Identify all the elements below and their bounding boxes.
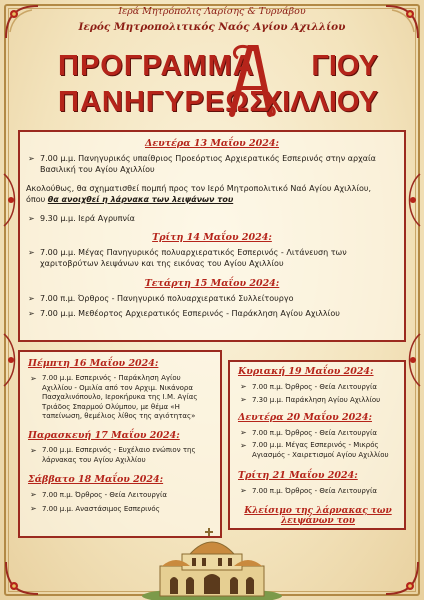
schedule-item: ταπείνωση, θεμέλιος λίθος της αγιότητας» xyxy=(42,412,196,420)
day-heading: Τρίτη 14 Μαΐου 2024: xyxy=(152,232,272,243)
bullet-arrow-icon: ➢ xyxy=(28,214,35,223)
title-achilliou: ΧΙΛΛΙΟΥ xyxy=(262,86,378,118)
schedule-item: 7.00 μ.μ. Μεθέορτος Αρχιερατικός Εσπερινός - Παράκληση Αγίου Αχιλλίου xyxy=(40,309,340,318)
schedule-item: 7.00 π.μ. Όρθρος - Θεία Λειτουργία xyxy=(252,383,377,391)
day-heading: Κυριακή 19 Μαΐου 2024: xyxy=(238,366,374,377)
main-schedule-box xyxy=(18,130,406,342)
schedule-item: λάρνακας του Αγίου Αχιλλίου xyxy=(42,455,146,464)
day-heading: Σάββατο 18 Μαΐου 2024: xyxy=(28,474,164,485)
bullet-arrow-icon: ➢ xyxy=(30,446,37,455)
day-heading: Δευτέρα 13 Μαΐου 2024: xyxy=(145,138,279,149)
bullet-arrow-icon: ➢ xyxy=(28,248,35,257)
schedule-item: 7.30 μ.μ. Παράκληση Αγίου Αχιλλίου xyxy=(252,396,381,404)
church-illustration-icon xyxy=(142,528,282,600)
bullet-arrow-icon: ➢ xyxy=(240,428,247,437)
left-schedule-box xyxy=(18,350,222,538)
schedule-item: 7.00 μ.μ. Μέγας Πανηγυρικός πολυαρχιερατικός Εσπερινός - Λιτάνευση των xyxy=(40,248,347,257)
bullet-arrow-icon: ➢ xyxy=(240,382,247,391)
schedule-item: Βασιλική του Αγίου Αχιλλίου xyxy=(40,165,155,174)
bullet-arrow-icon: ➢ xyxy=(30,374,37,383)
schedule-item: Τριάδος Σπαρμού Ολύμπου, με θέμα «Η xyxy=(42,402,180,411)
schedule-item: 7.00 μ.μ. Μέγας Εσπερινός - Μικρός xyxy=(252,441,379,449)
schedule-item: 7.00 π.μ. Όρθρος - Θεία Λειτουργία xyxy=(42,491,167,499)
metropolis-name: Ιερά Μητρόπολις Λαρίσης & Τυρνάβου xyxy=(118,6,306,17)
procession-note-2 xyxy=(26,195,404,206)
schedule-item: 7.00 μ.μ. Εσπερινός - Ευχέλαιο ενώπιον της xyxy=(42,446,196,454)
corner-ornament-icon xyxy=(382,558,422,598)
bullet-arrow-icon: ➢ xyxy=(28,309,35,318)
schedule-item: 9.30 μ.μ. Ιερά Αγρυπνία xyxy=(40,214,135,223)
right-schedule-box xyxy=(228,360,406,530)
schedule-item: 7.00 μ.μ. Αναστάσιμος Εσπερινός xyxy=(42,505,160,513)
schedule-item: Αχιλλίου - Ομιλία από τον Αρχιμ. Νικάνορα xyxy=(42,383,193,392)
day-heading: Δευτέρα 20 Μαΐου 2024: xyxy=(238,412,372,423)
bullet-arrow-icon: ➢ xyxy=(30,504,37,513)
schedule-item: 7.00 π.μ. Όρθρος - Πανηγυρικό πολυαρχιερατικό Συλλείτουργο xyxy=(40,294,294,303)
schedule-item: Αγιασμός - Χαιρετισμοί Αγίου Αχιλλίου xyxy=(252,450,389,459)
bullet-arrow-icon: ➢ xyxy=(28,294,35,303)
schedule-item: χαριτοβρύτων λειψάνων και της εικόνας του Αγίου Αχιλλίου xyxy=(40,259,284,268)
title-panigyreos: ΠΑΝΗΓΥΡΕΩΣ xyxy=(58,86,268,118)
bullet-arrow-icon: ➢ xyxy=(240,395,247,404)
day-heading: Τετάρτη 15 Μαΐου 2024: xyxy=(144,278,280,289)
schedule-item: 7.00 π.μ. Όρθρος - Θεία Λειτουργία xyxy=(252,429,377,437)
procession-note: Ακολούθως, θα σχηματισθεί πομπή προς τον Ιερό Μητροπολιτικό Ναό Αγίου Αχιλλίου, xyxy=(26,184,372,193)
bullet-arrow-icon: ➢ xyxy=(30,490,37,499)
note-prefix: όπου xyxy=(26,195,48,204)
bullet-arrow-icon: ➢ xyxy=(240,486,247,495)
schedule-item: Πασχαλινόπουλο, Ιεροκήρυκα της Ι.Μ. Αγίας xyxy=(42,393,198,401)
church-name: Ιερός Μητροπολιτικός Ναός Αγίου Αχιλλίου xyxy=(78,21,346,33)
day-heading: Παρασκευή 17 Μαΐου 2024: xyxy=(28,430,180,441)
note-emphasis: θα ανοιχθεί η λάρνακα των λειψάνων του xyxy=(47,195,234,204)
day-heading: Τρίτη 21 Μαΐου 2024: xyxy=(238,470,358,481)
day-heading: Πέμπτη 16 Μαΐου 2024: xyxy=(28,358,159,369)
schedule-item: 7.00 μ.μ. Εσπερινός - Παράκληση Αγίου xyxy=(42,374,181,382)
schedule-item: 7.00 π.μ. Όρθρος - Θεία Λειτουργία xyxy=(252,487,377,495)
bullet-arrow-icon: ➢ xyxy=(240,441,247,450)
closing-note: Κλείσιμο της λάρνακας των λειψάνων του xyxy=(244,506,392,526)
title-program: ΠΡΟΓΡΑΜΜΑ xyxy=(58,50,255,82)
corner-ornament-icon xyxy=(2,558,42,598)
bullet-arrow-icon: ➢ xyxy=(28,154,35,163)
schedule-item: 7.00 μ.μ. Πανηγυρικός υπαίθριος Προεόρτιος Αρχιερατικός Εσπερινός στην αρχαία xyxy=(40,154,376,163)
title-agiou: ΓΙΟΥ xyxy=(311,50,378,82)
